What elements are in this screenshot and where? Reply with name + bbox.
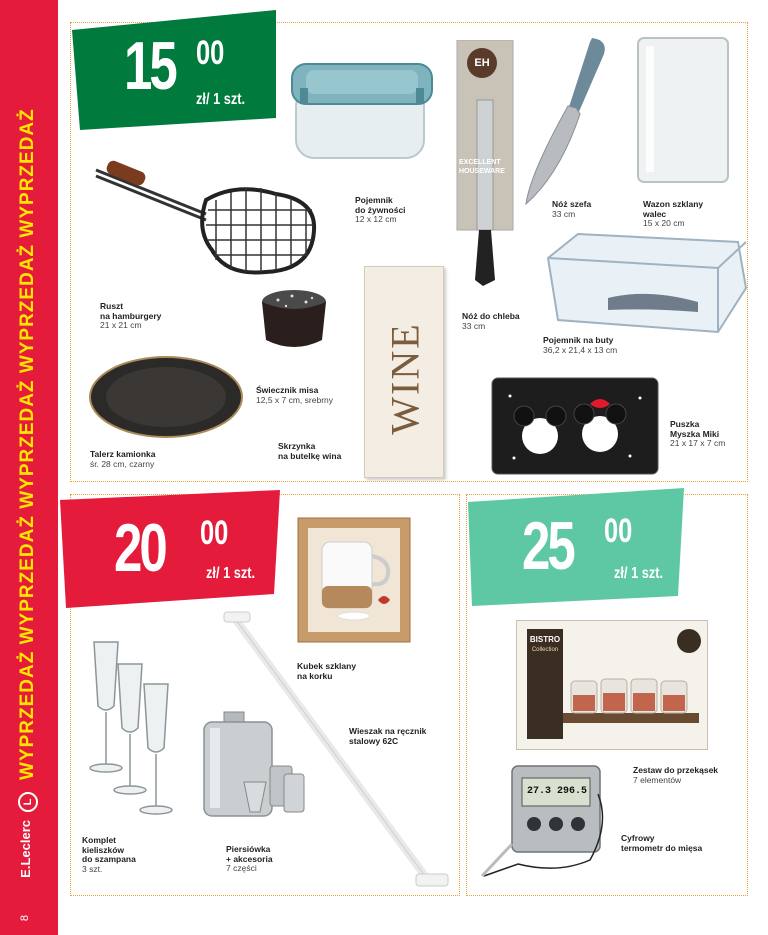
glass-vase-image [636, 36, 730, 186]
label-pojemnik-buty [543, 336, 617, 355]
product-name: Talerz kamionka [90, 449, 156, 459]
product-name: Komplet [82, 835, 116, 845]
price-unit: zł/ 1 szt. [614, 565, 664, 582]
flag-shape [468, 488, 684, 606]
product-detail: śr. 28 cm, czarny [90, 458, 155, 469]
product-name: termometr do mięsa [621, 842, 703, 853]
label-zestaw [633, 766, 718, 785]
label-termometr [621, 834, 702, 853]
product-name: kieliszków [82, 844, 125, 855]
product-detail: 21 x 17 x 7 cm [670, 438, 726, 448]
label-piersiowka [226, 845, 273, 874]
product-detail: 21 x 21 cm [100, 320, 142, 330]
price-unit: zł/ 1 szt. [206, 565, 256, 582]
brand-mark-icon: L [18, 792, 38, 812]
price-unit: zł/ 1 szt. [196, 91, 246, 108]
product-name: Cyfrowy [621, 833, 655, 843]
product-name: Świecznik misa [256, 385, 319, 395]
price-flag-15 [72, 10, 276, 130]
product-name: Nóż szefa [552, 199, 592, 209]
product-name: do szampana [82, 854, 136, 864]
chef-knife-image [520, 34, 615, 210]
snack-set-sub: Collection [531, 647, 559, 653]
wine-box-image [364, 266, 444, 478]
mickey-tin-image [490, 376, 660, 476]
meat-thermometer-image [478, 764, 612, 880]
price-cents: 00 [200, 514, 229, 552]
label-noz-szefa [552, 200, 591, 219]
label-swiecznik [256, 386, 333, 405]
label-wazon [643, 200, 703, 229]
product-name: Zestaw do przekąsek [633, 765, 719, 775]
price-main: 15 [124, 28, 175, 104]
product-name: Puszka [670, 419, 700, 429]
price-main: 20 [114, 510, 165, 586]
product-name: Skrzynka [278, 441, 316, 451]
brand-logo [18, 792, 40, 902]
sale-banner-text: WYPRZEDAŻ WYPRZEDAŻ WYPRZEDAŻ WYPRZEDAŻ WYPRZEDAŻ [17, 108, 38, 780]
product-detail: 7 części [226, 863, 257, 873]
product-name: na butelkę wina [278, 450, 342, 461]
shoe-container-image [538, 228, 750, 340]
snack-set-brand: BISTRO [529, 635, 561, 644]
hip-flask-image [198, 710, 310, 828]
product-name: Pojemnik [355, 195, 393, 205]
champagne-glasses-image [84, 636, 184, 818]
label-noz-chleb [462, 312, 520, 331]
snack-set-image [516, 620, 708, 750]
wine-box-text: WINE [382, 322, 428, 435]
product-detail: 7 elementów [633, 774, 682, 785]
product-name: Piersiówka [226, 844, 271, 854]
price-flag-25 [468, 488, 684, 606]
bread-knife-image [455, 40, 515, 290]
product-name: stalowy 62C [349, 735, 399, 746]
label-puszka [670, 420, 725, 449]
label-pojemnik [355, 196, 406, 225]
flag-shape [60, 490, 280, 608]
label-kieliszki [82, 836, 136, 874]
price-main: 25 [522, 508, 573, 584]
label-talerz [90, 450, 156, 469]
burger-grill-image [86, 160, 322, 282]
knife-brand-logo: EH [467, 48, 497, 78]
product-name: + akcesoria [226, 853, 273, 864]
sidebar [0, 0, 58, 935]
brand-name: E.Leclerc [18, 820, 33, 878]
product-name: Myszka Miki [670, 428, 720, 439]
product-name: Kubek szklany [297, 661, 357, 671]
product-name: Pojemnik na buty [543, 335, 614, 345]
product-detail: 33 cm [462, 320, 486, 331]
product-name: Ruszt [100, 301, 124, 311]
product-name: na korku [297, 670, 333, 681]
product-detail: 33 cm [552, 208, 576, 219]
product-name: Wazon szklany [643, 199, 704, 209]
label-wieszak [349, 727, 426, 746]
label-skrzynka [278, 442, 341, 461]
product-detail: 15 x 20 cm [643, 218, 685, 228]
product-name: Nóż do chleba [462, 311, 520, 321]
product-name: Wieszak na ręcznik [349, 726, 427, 736]
stoneware-plate-image [86, 352, 246, 442]
product-name: na hamburgery [100, 310, 162, 321]
candle-bowl-image [258, 284, 330, 356]
product-detail: 12,5 x 7 cm, srebrny [256, 394, 334, 405]
knife-package-text: EXCELLENT HOUSEWARE [459, 159, 505, 175]
product-detail: 36,2 x 21,4 x 13 cm [543, 344, 618, 355]
page-number: 8 [19, 914, 32, 922]
price-cents: 00 [196, 34, 225, 72]
product-detail: 12 x 12 cm [355, 214, 397, 224]
price-flag-20 [60, 490, 280, 608]
thermometer-display-text: 27.3 296.5 [526, 786, 587, 797]
price-cents: 00 [604, 512, 633, 550]
label-ruszt [100, 302, 161, 331]
product-name: do żywności [355, 204, 406, 215]
product-detail: 3 szt. [82, 863, 103, 874]
product-name: walec [643, 208, 667, 219]
food-container-image [290, 58, 435, 163]
